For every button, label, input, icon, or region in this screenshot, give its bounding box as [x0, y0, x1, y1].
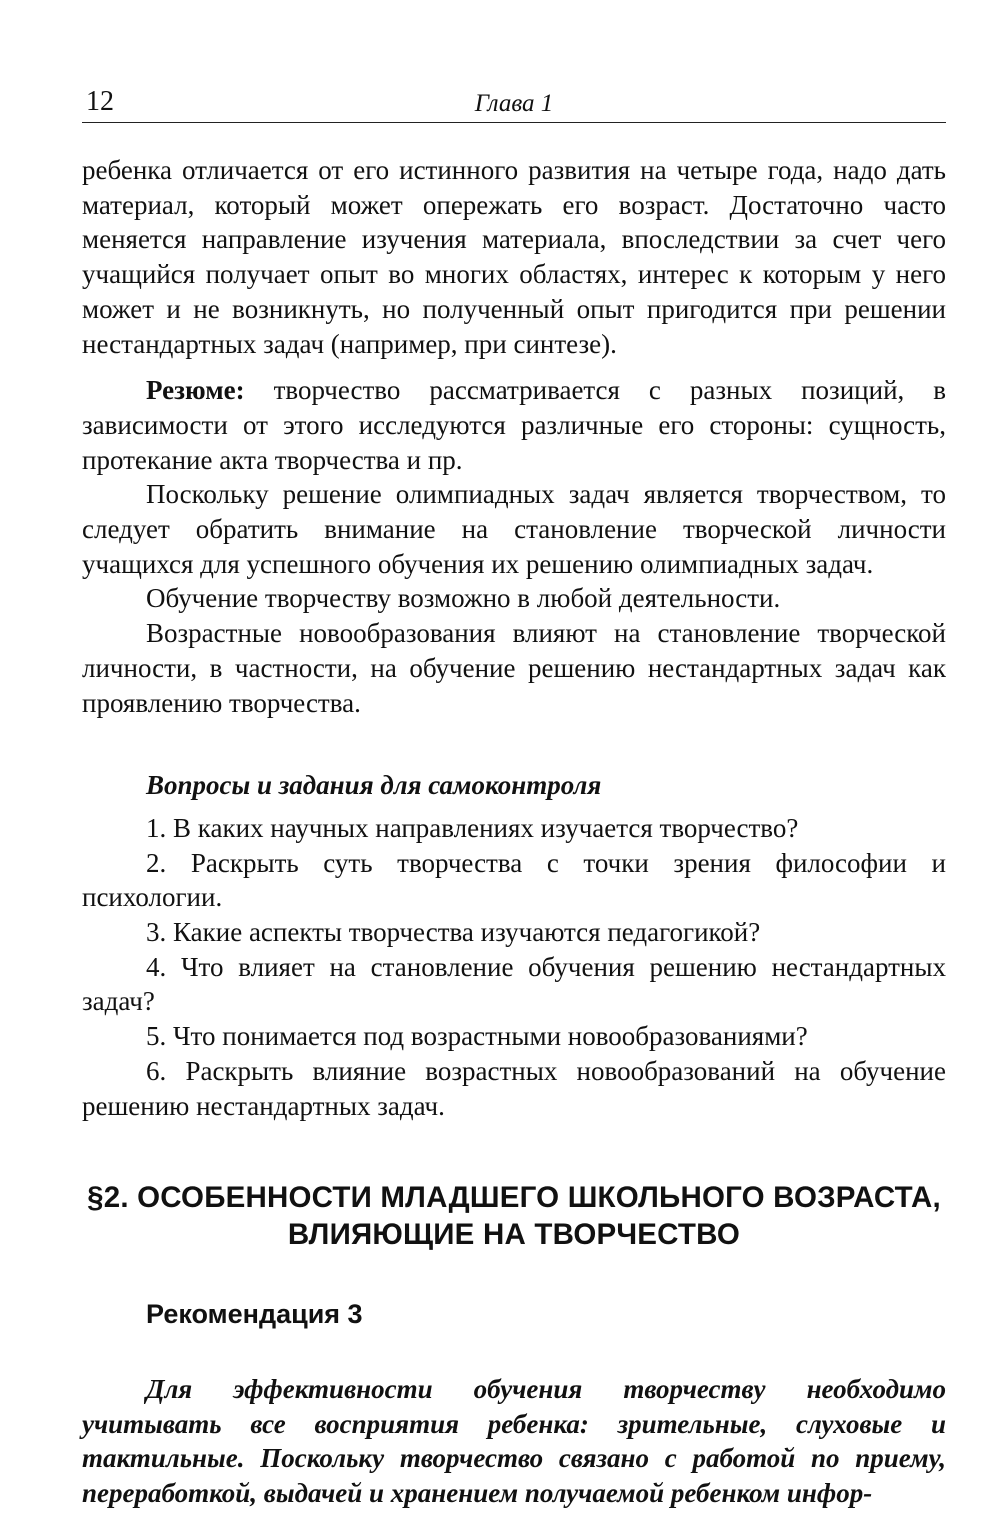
conclusion-paragraph: Поскольку решение олимпиадных задач является творчеством, то следует обратить внимание на становление творческой личности учащихся для успешного обучения их решению олимпиадных задач. — [82, 479, 946, 579]
resume-paragraph — [82, 373, 946, 477]
question-item: 1. В каких научных направлениях изучается творчество? — [146, 812, 799, 843]
running-head: Глава 1 — [474, 90, 554, 117]
conclusion-paragraph: Возрастные новообразования влияют на становление творческой личности, в частности, на обучение решению нестандартных задач как проявлению творчества. — [82, 618, 946, 718]
section-title-line: §2. ОСОБЕННОСТИ МЛАДШЕГО ШКОЛЬНОГО ВОЗРАСТА, — [87, 1181, 941, 1215]
resume-label: Резюме: — [146, 375, 245, 406]
question-item: 6. Раскрыть влияние возрастных новообразований на обучение решению нестандартных задач. — [82, 1055, 946, 1121]
recommendation-title: Рекомендация 3 — [146, 1299, 363, 1330]
recommendation-text: Для эффективности обучения творчеству необходимо учитывать все восприятия ребенка: зрительные, слуховые и тактильные. Поскольку творчество связано с работой по приему, переработкой, выдачей и хранением получаемой ребенком инфор- — [82, 1373, 946, 1509]
page-header — [82, 78, 946, 123]
question-item: 4. Что влияет на становление обучения решению нестандартных задач? — [82, 951, 946, 1017]
section-title-line: ВЛИЯЮЩИЕ НА ТВОРЧЕСТВО — [287, 1218, 741, 1252]
page-number: 12 — [86, 86, 114, 117]
questions-heading: Вопросы и задания для самоконтроля — [146, 770, 602, 801]
body-text — [82, 153, 946, 1511]
paragraph-continued: ребенка отличается от его истинного развития на четыре года, надо дать материал, который может опережать его возраст. Достаточно часто меняется направление изучения материала, впоследствии за счет чего учащийся получает опыт во многих областях, интерес к которым у него может и не возникнуть, но полученный опыт пригодится при решении нестандартных задач (например, при синтезе). — [82, 155, 946, 359]
question-item: 5. Что понимается под возрастными новообразованиями? — [146, 1021, 808, 1052]
section-title — [82, 1179, 946, 1253]
question-item: 2. Раскрыть суть творчества с точки зрения философии и психологии. — [82, 847, 946, 913]
resume-text: творчество рассматривается с разных позиций, в зависимости от этого исследуются различные его стороны: сущность, протекание акта творчества и пр. — [82, 375, 946, 475]
questions-list — [82, 811, 946, 1123]
conclusion-paragraph: Обучение творчеству возможно в любой деятельности. — [146, 583, 781, 614]
question-item: 3. Какие аспекты творчества изучаются педагогикой? — [146, 917, 761, 948]
book-page — [82, 78, 946, 1538]
